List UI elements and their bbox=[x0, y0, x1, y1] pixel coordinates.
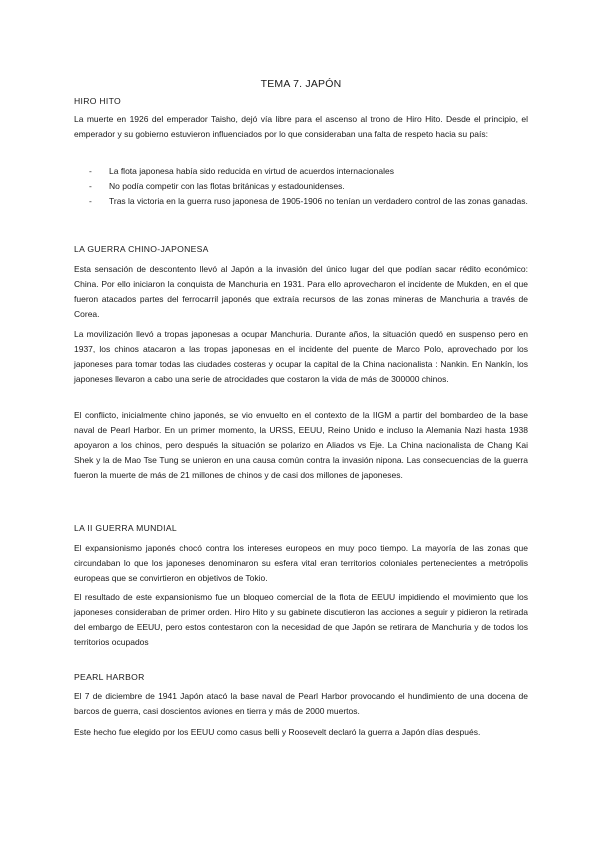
paragraph: La movilización llevó a tropas japonesas a ocupar Manchuria. Durante años, la situación quedó en suspenso pero en 1937, los chinos atacaron a las tropas japonesas en el incidente del puente de Marco Polo, aprovechado por los japoneses para tomar todas las ciudades costeras y ocupar la capital de la China nacionalista : Nankin. En Nankín, los japoneses llevaron a cabo una serie de atrocidades que costaron la vida de más de 300000 chinos. bbox=[74, 329, 528, 384]
bullet-list-hiro-hito bbox=[74, 164, 528, 209]
list-item-text: No podía competir con las flotas británicas y estadounidenses. bbox=[109, 181, 345, 191]
section-heading-guerra-chino-japonesa: LA GUERRA CHINO-JAPONESA bbox=[74, 244, 209, 254]
list-item bbox=[74, 164, 528, 179]
bullet-dash: - bbox=[89, 181, 92, 191]
list-item bbox=[74, 179, 528, 194]
paragraph: El resultado de este expansionismo fue un bloqueo comercial de la flota de EEUU impidiendo el movimiento que los japoneses consideraban de primer orden. Hiro Hito y su gabinete discutieron las acciones a seguir y pidieron la retirada del embargo de EEUU, pero estos contestaron con la necesidad de que Japón se retirara de Manchuria y de todos los territorios ocupados bbox=[74, 592, 528, 647]
paragraph: Este hecho fue elegido por los EEUU como casus belli y Roosevelt declaró la guerra a Japón días después. bbox=[74, 727, 481, 737]
paragraph: El expansionismo japonés chocó contra los intereses europeos en muy poco tiempo. La mayoría de las zonas que circundaban lo que los japoneses denominaron su esfera vital eran territorios coloniales pertenecientes a metrópolis europeas que se convirtieron en objetivos de Tokio. bbox=[74, 543, 528, 583]
page-title: TEMA 7. JAPÓN bbox=[260, 78, 342, 90]
bullet-dash: - bbox=[89, 166, 92, 176]
section-heading-pearl-harbor: PEARL HARBOR bbox=[74, 672, 145, 682]
paragraph-hiro-hito-intro: La muerte en 1926 del emperador Taisho, dejó vía libre para el ascenso al trono de Hiro Hito. Desde el principio, el emperador y su gobierno estuvieron influenciados por lo que consideraban una falta de respeto hacia su país: bbox=[74, 114, 528, 139]
paragraph: Esta sensación de descontento llevó al Japón a la invasión del único lugar del que podían sacar rédito económico: China. Por ello iniciaron la conquista de Manchuria en 1931. Para ello aprovecharon el incidente de Mukden, en el que fueron atacados partes del ferrocarril japonés que extraía recursos de las zonas mineras de Manchuria a través de Corea. bbox=[74, 264, 528, 319]
section-heading-hiro-hito: HIRO HITO bbox=[74, 96, 121, 106]
section-heading-ii-guerra-mundial: LA II GUERRA MUNDIAL bbox=[74, 523, 177, 533]
list-item-text: La flota japonesa había sido reducida en virtud de acuerdos internacionales bbox=[109, 166, 394, 176]
list-item-text: Tras la victoria en la guerra ruso japonesa de 1905-1906 no tenían un verdadero control de las zonas ganadas. bbox=[109, 196, 528, 206]
paragraph: El 7 de diciembre de 1941 Japón atacó la base naval de Pearl Harbor provocando el hundimiento de una docena de barcos de guerra, casi doscientos aviones en tierra y más de 2000 muertos. bbox=[74, 691, 528, 716]
bullet-dash: - bbox=[89, 196, 92, 206]
paragraph: El conflicto, inicialmente chino japonés, se vio envuelto en el contexto de la IIGM a partir del bombardeo de la base naval de Pearl Harbor. En un primer momento, la URSS, EEUU, Reino Unido e incluso la Alemania Nazi hasta 1938 apoyaron a los chinos, pero después la situación se polarizo en Aliados vs Eje. La China nacionalista de Chang Kai Shek y la de Mao Tse Tung se unieron en una causa común contra la invasión nipona. Las consecuencias de la guerra fueron la muerte de más de 21 millones de chinos y de casi dos millones de japoneses. bbox=[74, 410, 528, 480]
list-item bbox=[74, 194, 528, 209]
